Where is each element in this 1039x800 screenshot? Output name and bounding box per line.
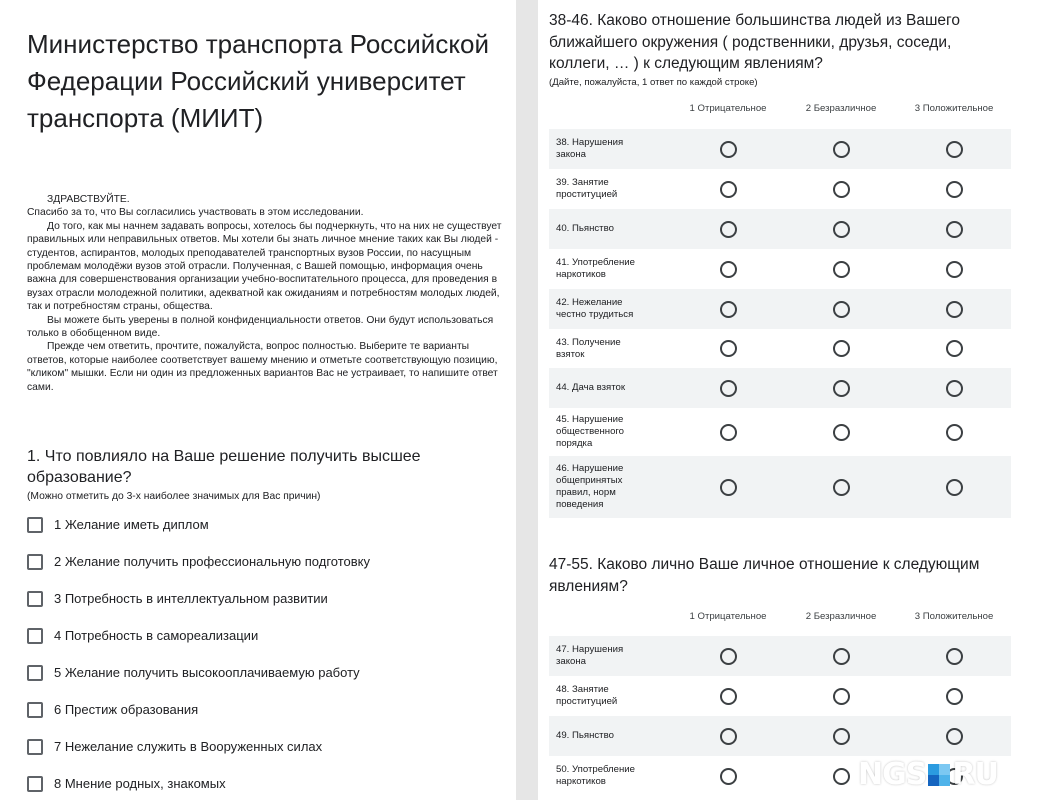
option-label: 2 Желание получить профессиональную подготовку	[54, 554, 370, 569]
checkbox-option[interactable]	[27, 774, 497, 800]
ngs-watermark-logo	[858, 757, 1033, 793]
column-header-negative: 1 Отрицательное	[689, 611, 767, 622]
grid-row	[549, 636, 1011, 676]
grid-38-46	[549, 129, 1011, 518]
radio-indifferent[interactable]	[833, 221, 850, 238]
radio-positive[interactable]	[946, 181, 963, 198]
checkbox[interactable]	[27, 517, 43, 533]
radio-negative[interactable]	[720, 380, 737, 397]
row-label: 48. Занятие проституцией	[556, 684, 618, 707]
option-label: 8 Мнение родных, знакомых	[54, 776, 226, 791]
row-label: 45. Нарушение общественного порядка	[556, 414, 625, 449]
radio-negative[interactable]	[720, 221, 737, 238]
column-header-positive: 3 Положительное	[914, 103, 994, 114]
column-header-indifferent: 2 Безразличное	[805, 611, 877, 622]
grid-row	[549, 209, 1011, 249]
row-label: 46. Нарушение общепринятых правил, норм поведения	[556, 463, 624, 510]
grid-row	[549, 329, 1011, 368]
checkbox-option[interactable]	[27, 737, 497, 774]
option-label: 4 Потребность в самореализации	[54, 628, 259, 643]
watermark-square-icon	[928, 764, 950, 786]
form-intro	[27, 193, 502, 394]
intro-greeting: ЗДРАВСТВУЙТЕ.	[47, 194, 130, 205]
option-label: 1 Желание иметь диплом	[54, 517, 209, 532]
radio-negative[interactable]	[720, 181, 737, 198]
row-label: 44. Дача взяток	[556, 382, 626, 393]
watermark-square-piece	[928, 775, 939, 786]
row-label: 47. Нарушения закона	[556, 644, 624, 667]
radio-positive[interactable]	[946, 340, 963, 357]
radio-positive[interactable]	[946, 380, 963, 397]
radio-negative[interactable]	[720, 728, 737, 745]
checkbox[interactable]	[27, 591, 43, 607]
row-label: 41. Употребление наркотиков	[556, 257, 635, 280]
watermark-square-piece	[928, 764, 939, 775]
radio-positive[interactable]	[946, 141, 963, 158]
row-label: 38. Нарушения закона	[556, 137, 624, 160]
option-label: 7 Нежелание служить в Вооруженных силах	[54, 739, 323, 754]
intro-paragraph-3: Вы можете быть уверены в полной конфиденциальности ответов. Они будут использоваться только в обобщенном виде.	[27, 314, 494, 340]
radio-indifferent[interactable]	[833, 380, 850, 397]
checkbox-option[interactable]	[27, 589, 497, 626]
intro-paragraph-1: Спасибо за то, что Вы согласились участвовать в этом исследовании.	[27, 207, 364, 219]
grid-row	[549, 169, 1011, 209]
watermark-square-piece	[939, 775, 950, 786]
option-label: 5 Желание получить высокооплачиваемую работу	[54, 665, 360, 680]
checkbox[interactable]	[27, 665, 43, 681]
radio-indifferent[interactable]	[833, 340, 850, 357]
option-label: 3 Потребность в интеллектуальном развитии	[54, 591, 328, 606]
grid-header	[549, 611, 1011, 625]
radio-positive[interactable]	[946, 479, 963, 496]
radio-negative[interactable]	[720, 424, 737, 441]
radio-indifferent[interactable]	[833, 141, 850, 158]
option-label: 6 Престиж образования	[54, 702, 199, 717]
radio-negative[interactable]	[720, 301, 737, 318]
checkbox[interactable]	[27, 628, 43, 644]
radio-negative[interactable]	[720, 340, 737, 357]
question-1-hint: (Можно отметить до 3-х наиболее значимых для Вас причин)	[27, 491, 321, 502]
row-label: 40. Пьянство	[556, 223, 614, 234]
grid-header	[549, 103, 1011, 117]
checkbox[interactable]	[27, 739, 43, 755]
watermark-text-right: RU	[952, 757, 998, 792]
row-label: 43. Получение взяток	[556, 336, 621, 360]
question-38-46-hint: (Дайте, пожалуйста, 1 ответ по каждой строке)	[549, 77, 758, 88]
row-label: 42. Нежелание честно трудиться	[556, 297, 634, 320]
grid-row	[549, 289, 1011, 329]
radio-negative[interactable]	[720, 261, 737, 278]
row-label: 39. Занятие проституцией	[556, 177, 618, 200]
checkbox-option[interactable]	[27, 700, 497, 737]
radio-positive[interactable]	[946, 261, 963, 278]
grid-row	[549, 368, 1011, 408]
grid-row	[549, 129, 1011, 169]
row-label: 50. Употребление наркотиков	[556, 764, 635, 787]
column-header-positive: 3 Положительное	[914, 611, 994, 622]
checkbox[interactable]	[27, 554, 43, 570]
grid-row	[549, 676, 1011, 716]
radio-negative[interactable]	[720, 768, 737, 785]
page-divider	[516, 0, 538, 800]
radio-positive[interactable]	[946, 688, 963, 705]
checkbox[interactable]	[27, 702, 43, 718]
watermark-square-piece	[939, 764, 950, 775]
radio-indifferent[interactable]	[833, 181, 850, 198]
radio-positive[interactable]	[946, 424, 963, 441]
column-header-negative: 1 Отрицательное	[689, 103, 767, 114]
question-1-title: 1. Что повлияло на Ваше решение получить высшее образование?	[27, 448, 421, 486]
radio-negative[interactable]	[720, 688, 737, 705]
checkbox-option[interactable]	[27, 515, 497, 552]
checkbox[interactable]	[27, 776, 43, 792]
grid-row	[549, 249, 1011, 289]
question-38-46-title: 38-46. Каково отношение большинства людей из Вашего ближайшего окружения ( родственники, друзья, соседи, коллеги, … ) к следующим явлениям?	[549, 12, 960, 72]
radio-indifferent[interactable]	[833, 424, 850, 441]
radio-indifferent[interactable]	[833, 301, 850, 318]
radio-positive[interactable]	[946, 221, 963, 238]
question-1-options	[27, 515, 497, 800]
column-header-indifferent: 2 Безразличное	[805, 103, 877, 114]
right-form-page	[538, 0, 1039, 800]
radio-indifferent[interactable]	[833, 648, 850, 665]
checkbox-option[interactable]	[27, 663, 497, 700]
intro-paragraph-2: До того, как мы начнем задавать вопросы, хотелось бы подчеркнуть, что на них не существует правильных или неправильных ответов. Мы хотели бы знать личное мнение таких как Вы людей - студентов, аспирантов, молодых преподавателей транспортных вузов России, по насущным проблемам молодёжи вузов этой отрасли. Полученная, с Вашей помощью, информация очень важна для совершенствования организации учебно-воспитательного процесса, для проведения в вузах отрасли молодежной политики, адекватной как ожиданиям и потребностям молодых людей, так и потребностям страны, общества.	[27, 220, 502, 313]
radio-indifferent[interactable]	[833, 479, 850, 496]
watermark-text-left: NGS	[858, 757, 927, 792]
grid-row	[549, 716, 1011, 756]
radio-positive[interactable]	[946, 301, 963, 318]
checkbox-option[interactable]	[27, 626, 497, 663]
radio-negative[interactable]	[720, 479, 737, 496]
radio-indifferent[interactable]	[833, 261, 850, 278]
radio-indifferent[interactable]	[833, 728, 850, 745]
radio-indifferent[interactable]	[833, 688, 850, 705]
checkbox-option[interactable]	[27, 552, 497, 589]
grid-row	[549, 456, 1011, 518]
grid-row	[549, 408, 1011, 456]
radio-positive[interactable]	[946, 728, 963, 745]
left-form-page	[0, 0, 516, 800]
question-47-55-title: 47-55. Каково лично Ваше личное отношение к следующим явлениям?	[549, 556, 980, 595]
radio-negative[interactable]	[720, 648, 737, 665]
intro-paragraph-4: Прежде чем ответить, прочтите, пожалуйста, вопрос полностью. Выберите те варианты ответов, которые наиболее соответствует вашему мнению и отметьте соответствующую позицию, "кликом" мышки. Если ни один из предложенных вариантов Вас не устраивает, то напишите ответ сами.	[27, 341, 498, 393]
radio-negative[interactable]	[720, 141, 737, 158]
radio-positive[interactable]	[946, 648, 963, 665]
row-label: 49. Пьянство	[556, 730, 614, 741]
radio-indifferent[interactable]	[833, 768, 850, 785]
form-title: Министерство транспорта Российской Федерации Российский университет транспорта (МИИТ)	[27, 29, 489, 133]
